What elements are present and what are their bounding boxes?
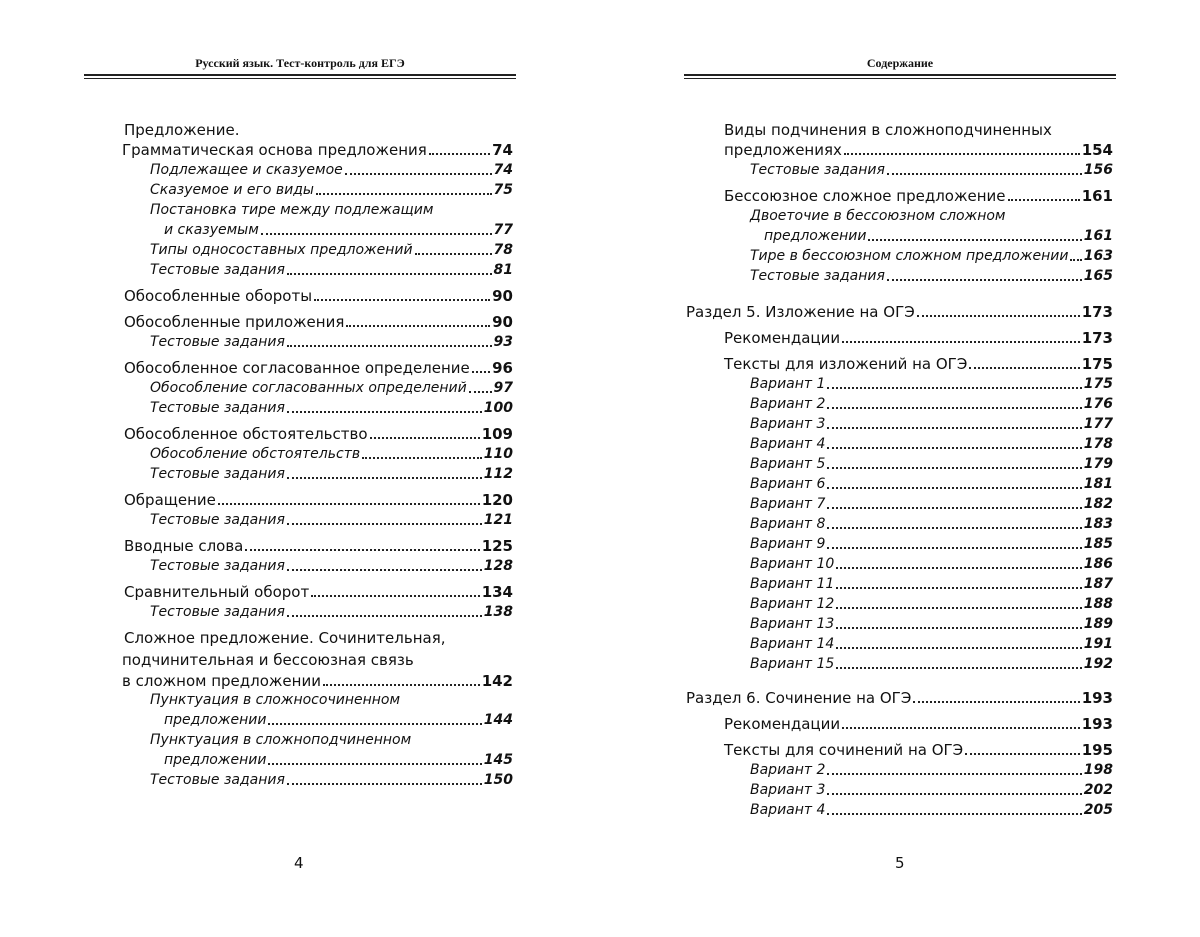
toc-entry-title: предложении — [164, 712, 267, 728]
dot-leader — [827, 427, 1081, 429]
toc-entry — [150, 464, 513, 484]
toc-entry — [164, 220, 513, 240]
toc-entry — [724, 328, 1113, 348]
toc-entry — [122, 650, 414, 670]
toc-page-number: 78 — [493, 242, 513, 258]
toc-page-number: 183 — [1083, 516, 1113, 532]
toc-page-number: 145 — [483, 752, 513, 768]
toc-entry-title: Пунктуация в сложносочиненном — [150, 692, 401, 708]
dot-leader — [836, 607, 1081, 609]
toc-page-number: 74 — [492, 141, 513, 159]
toc-entry-title: Тестовые задания — [150, 466, 285, 482]
toc-entry — [724, 354, 1113, 374]
dot-leader — [287, 523, 482, 525]
toc-entry — [124, 424, 513, 444]
header-rule — [684, 74, 1116, 76]
dot-leader — [827, 793, 1081, 795]
dot-leader — [311, 595, 480, 597]
toc-page-number: 198 — [1083, 762, 1113, 778]
toc-entry — [724, 120, 1052, 140]
toc-page-number: 120 — [481, 491, 513, 509]
toc-page-number: 179 — [1083, 456, 1113, 472]
toc-entry — [150, 770, 513, 790]
toc-entry-title: Сложное предложение. Сочинительная, — [124, 629, 446, 647]
toc-entry — [150, 690, 400, 710]
toc-entry-title: Обособленное обстоятельство — [124, 425, 368, 443]
toc-entry — [124, 312, 513, 332]
toc-page-number: 121 — [483, 512, 513, 528]
dot-leader — [287, 615, 482, 617]
toc-entry-title: Тестовые задания — [750, 162, 885, 178]
dot-leader — [287, 345, 492, 347]
dot-leader — [827, 447, 1081, 449]
header-rule — [84, 78, 516, 79]
toc-entry — [150, 200, 433, 220]
toc-entry-title: в сложном предложении — [122, 672, 321, 690]
toc-page-number: 193 — [1081, 689, 1113, 707]
right-page — [600, 0, 1200, 937]
toc-entry — [686, 302, 1113, 322]
toc-entry — [150, 240, 513, 260]
toc-page-number: 165 — [1083, 268, 1113, 284]
dot-leader — [218, 503, 480, 505]
toc-entry — [750, 614, 1113, 634]
dot-leader — [469, 391, 492, 393]
toc-page-number: 128 — [483, 558, 513, 574]
toc-page-number: 177 — [1083, 416, 1113, 432]
toc-entry-title: Сказуемое и его виды — [150, 182, 314, 198]
toc-entry — [750, 594, 1113, 614]
toc-entry — [750, 434, 1113, 454]
toc-entry — [150, 602, 513, 622]
toc-entry — [124, 286, 513, 306]
dot-leader — [1008, 199, 1080, 201]
toc-entry — [122, 671, 513, 691]
toc-entry-title: Раздел 6. Сочинение на ОГЭ — [686, 689, 912, 707]
toc-page-number: 182 — [1083, 496, 1113, 512]
toc-entry — [750, 374, 1113, 394]
dot-leader — [842, 727, 1080, 729]
toc-entry-title: Вариант 14 — [750, 636, 835, 652]
toc-entry — [750, 246, 1113, 266]
toc-entry-title: Обращение — [124, 491, 216, 509]
toc-entry — [150, 444, 513, 464]
toc-page-number: 109 — [481, 425, 513, 443]
dot-leader — [827, 527, 1081, 529]
toc-entry — [124, 628, 446, 648]
toc-page-number: 154 — [1081, 141, 1113, 159]
toc-entry — [750, 574, 1113, 594]
toc-entry-title: Обособление согласованных определений — [150, 380, 467, 396]
toc-page-number: 175 — [1081, 355, 1113, 373]
toc-entry-title: Грамматическая основа предложения — [122, 141, 427, 159]
toc-page-number: 74 — [493, 162, 513, 178]
toc-entry — [150, 510, 513, 530]
toc-page-number: 75 — [493, 182, 513, 198]
dot-leader — [887, 279, 1082, 281]
toc-entry-title: Двоеточие в бессоюзном сложном — [750, 208, 1006, 224]
dot-leader — [314, 299, 490, 301]
dot-leader — [836, 587, 1081, 589]
dot-leader — [887, 173, 1082, 175]
toc-entry — [124, 582, 513, 602]
dot-leader — [868, 239, 1081, 241]
toc-page-number: 193 — [1081, 715, 1113, 733]
toc-entry-title: Тексты для сочинений на ОГЭ — [724, 741, 964, 759]
toc-entry — [750, 634, 1113, 654]
toc-entry — [750, 494, 1113, 514]
toc-entry — [750, 474, 1113, 494]
dot-leader — [827, 547, 1081, 549]
toc-page-number: 173 — [1081, 303, 1113, 321]
dot-leader — [346, 325, 490, 327]
toc-entry — [724, 714, 1113, 734]
page-number: 4 — [294, 854, 304, 872]
toc-entry — [724, 140, 1113, 160]
toc-page-number: 163 — [1083, 248, 1113, 264]
dot-leader — [827, 407, 1081, 409]
toc-entry — [150, 398, 513, 418]
toc-page-number: 144 — [483, 712, 513, 728]
toc-entry-title: Вариант 3 — [750, 416, 826, 432]
toc-entry — [164, 750, 513, 770]
toc-entry-title: Вариант 11 — [750, 576, 835, 592]
toc-page-number: 125 — [481, 537, 513, 555]
dot-leader — [362, 457, 482, 459]
dot-leader — [261, 233, 492, 235]
toc-page-number: 93 — [493, 334, 513, 350]
toc-page-number: 176 — [1083, 396, 1113, 412]
dot-leader — [969, 367, 1079, 369]
toc-entry-title: Сравнительный оборот — [124, 583, 310, 601]
toc-page-number: 188 — [1083, 596, 1113, 612]
toc-entry-title: Тестовые задания — [750, 268, 885, 284]
toc-entry-title: Вариант 15 — [750, 656, 835, 672]
toc-entry — [122, 140, 513, 160]
dot-leader — [827, 813, 1081, 815]
toc-entry-title: Бессоюзное сложное предложение — [724, 187, 1006, 205]
dot-leader — [917, 315, 1080, 317]
toc-entry-title: Вариант 4 — [750, 802, 826, 818]
toc-entry — [150, 180, 513, 200]
toc-page-number: 178 — [1083, 436, 1113, 452]
toc-entry — [124, 490, 513, 510]
dot-leader — [827, 467, 1081, 469]
toc-page-number: 134 — [481, 583, 513, 601]
toc-entry-title: Тестовые задания — [150, 512, 285, 528]
dot-leader — [836, 627, 1081, 629]
toc-entry-title: Вариант 3 — [750, 782, 826, 798]
dot-leader — [1070, 259, 1081, 261]
toc-heading-line: Предложение. — [124, 121, 240, 139]
toc-entry — [686, 688, 1113, 708]
dot-leader — [323, 684, 480, 686]
toc-entry-title: Обособленные приложения — [124, 313, 345, 331]
toc-page-number: 205 — [1083, 802, 1113, 818]
header-rule — [684, 78, 1116, 79]
toc-entry-title: Виды подчинения в сложноподчиненных — [724, 121, 1052, 139]
toc-entry — [150, 160, 513, 180]
toc-entry-title: Тестовые задания — [150, 400, 285, 416]
toc-page-number: 112 — [483, 466, 513, 482]
toc-entry-title: Подлежащее и сказуемое — [150, 162, 343, 178]
toc-entry — [764, 226, 1113, 246]
dot-leader — [268, 723, 481, 725]
toc-entry-title: Вариант 5 — [750, 456, 826, 472]
dot-leader — [827, 487, 1081, 489]
toc-entry — [724, 186, 1113, 206]
dot-leader — [827, 507, 1081, 509]
toc-entry — [150, 556, 513, 576]
toc-entry — [750, 206, 1006, 226]
dot-leader — [268, 763, 481, 765]
toc-entry-title: предложениях — [724, 141, 842, 159]
toc-page-number: 202 — [1083, 782, 1113, 798]
toc-entry-title: Вариант 6 — [750, 476, 826, 492]
running-header: Содержание — [866, 56, 934, 70]
toc-entry-title: Раздел 5. Изложение на ОГЭ — [686, 303, 915, 321]
toc-entry — [150, 378, 513, 398]
toc-entry-title: Тестовые задания — [150, 262, 285, 278]
toc-page-number: 181 — [1083, 476, 1113, 492]
toc-entry — [750, 160, 1113, 180]
dot-leader — [827, 387, 1081, 389]
toc-page-number: 100 — [483, 400, 513, 416]
toc-entry — [724, 740, 1113, 760]
dot-leader — [965, 753, 1080, 755]
toc-entry — [750, 514, 1113, 534]
toc-page-number: 161 — [1083, 228, 1113, 244]
toc-entry-title: Постановка тире между подлежащим — [150, 202, 434, 218]
dot-leader — [245, 549, 479, 551]
dot-leader — [827, 773, 1081, 775]
toc-entry-title: Тестовые задания — [150, 772, 285, 788]
toc-entry-title: Вводные слова — [124, 537, 244, 555]
toc-page-number: 150 — [483, 772, 513, 788]
toc-entry-title: Вариант 2 — [750, 396, 826, 412]
toc-page-number: 185 — [1083, 536, 1113, 552]
toc-entry-title: Вариант 4 — [750, 436, 826, 452]
toc-entry-title: подчинительная и бессоюзная связь — [122, 651, 414, 669]
toc-entry-title: Вариант 12 — [750, 596, 835, 612]
dot-leader — [842, 341, 1080, 343]
toc-entry-title: Рекомендации — [724, 715, 841, 733]
toc-page-number: 97 — [493, 380, 513, 396]
toc-entry — [750, 414, 1113, 434]
toc-entry — [750, 760, 1113, 780]
dot-leader — [287, 569, 482, 571]
dot-leader — [836, 567, 1081, 569]
toc-entry — [750, 534, 1113, 554]
dot-leader — [287, 783, 482, 785]
toc-entry-title: Вариант 1 — [750, 376, 826, 392]
dot-leader — [429, 153, 490, 155]
toc-entry-title: предложении — [764, 228, 867, 244]
toc-entry — [150, 332, 513, 352]
toc-page-number: 77 — [493, 222, 513, 238]
toc-page-number: 191 — [1083, 636, 1113, 652]
toc-entry — [150, 730, 411, 750]
toc-entry-title: Рекомендации — [724, 329, 841, 347]
toc-entry — [750, 654, 1113, 674]
toc-page-number: 161 — [1081, 187, 1113, 205]
toc-page-number: 156 — [1083, 162, 1113, 178]
toc-entry-title: Вариант 13 — [750, 616, 835, 632]
toc-page-number: 90 — [492, 313, 513, 331]
toc-entry — [750, 394, 1113, 414]
toc-page-number: 186 — [1083, 556, 1113, 572]
toc-entry-title: Пунктуация в сложноподчиненном — [150, 732, 412, 748]
toc-entry-title: Вариант 2 — [750, 762, 826, 778]
toc-entry-title: Обособленное согласованное определение — [124, 359, 470, 377]
toc-page-number: 110 — [483, 446, 513, 462]
toc-page-number: 175 — [1083, 376, 1113, 392]
toc-entry — [750, 554, 1113, 574]
toc-page-number: 189 — [1083, 616, 1113, 632]
header-rule — [84, 74, 516, 76]
toc-entry-title: Тексты для изложений на ОГЭ — [724, 355, 968, 373]
running-header: Русский язык. Тест-контроль для ЕГЭ — [195, 56, 405, 70]
toc-entry — [124, 536, 513, 556]
dot-leader — [844, 153, 1080, 155]
toc-entry — [750, 266, 1113, 286]
toc-page-number: 195 — [1081, 741, 1113, 759]
toc-entry-title: Обособление обстоятельств — [150, 446, 361, 462]
toc-page-number: 90 — [492, 287, 513, 305]
dot-leader — [287, 411, 482, 413]
dot-leader — [287, 477, 482, 479]
dot-leader — [316, 193, 492, 195]
toc-entry-title: и сказуемым — [164, 222, 259, 238]
toc-page-number: 81 — [493, 262, 513, 278]
toc-entry-title: Тире в бессоюзном сложном предложении — [750, 248, 1069, 264]
dot-leader — [370, 437, 480, 439]
toc-entry-title: предложении — [164, 752, 267, 768]
dot-leader — [345, 173, 492, 175]
dot-leader — [415, 253, 492, 255]
dot-leader — [836, 667, 1081, 669]
toc-entry — [750, 800, 1113, 820]
dot-leader — [472, 371, 490, 373]
toc-entry-title: Вариант 10 — [750, 556, 835, 572]
toc-entry-title: Вариант 7 — [750, 496, 826, 512]
toc-entry-title: Вариант 9 — [750, 536, 826, 552]
toc-entry — [164, 710, 513, 730]
toc-entry — [750, 454, 1113, 474]
toc-entry-title: Вариант 8 — [750, 516, 826, 532]
toc-page-number: 138 — [483, 604, 513, 620]
dot-leader — [836, 647, 1081, 649]
dot-leader — [287, 273, 492, 275]
toc-page-number: 187 — [1083, 576, 1113, 592]
toc-entry-title: Тестовые задания — [150, 558, 285, 574]
toc-entry — [750, 780, 1113, 800]
toc-page-number: 192 — [1083, 656, 1113, 672]
toc-entry-title: Типы односоставных предложений — [150, 242, 413, 258]
toc-entry-title: Обособленные обороты — [124, 287, 313, 305]
toc-page-number: 142 — [481, 672, 513, 690]
dot-leader — [913, 701, 1079, 703]
toc-page-number: 173 — [1081, 329, 1113, 347]
toc-entry — [150, 260, 513, 280]
toc-entry-title: Тестовые задания — [150, 604, 285, 620]
toc-page-number: 96 — [492, 359, 513, 377]
toc-entry-title: Тестовые задания — [150, 334, 285, 350]
toc-entry — [124, 358, 513, 378]
page-number: 5 — [895, 854, 905, 872]
